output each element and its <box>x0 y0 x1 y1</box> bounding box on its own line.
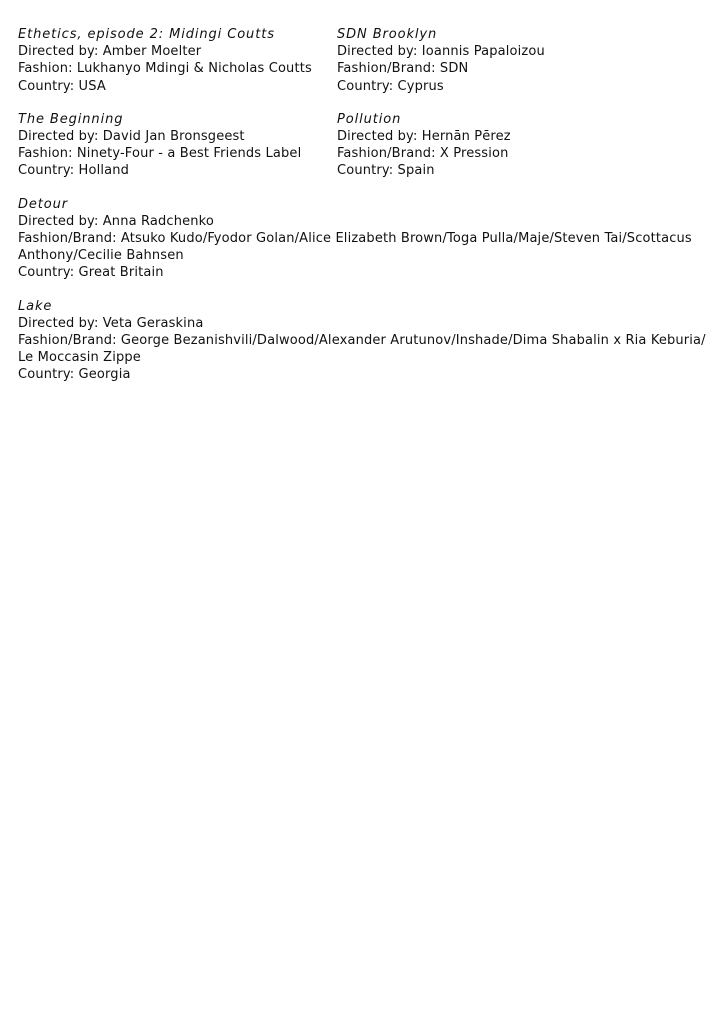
credits-row-1 <box>18 26 708 111</box>
credits-column-left <box>18 111 337 196</box>
film-title: Detour <box>18 196 69 212</box>
film-country: Country: Cyprus <box>337 78 444 94</box>
film-title: Ethetics, episode 2: Midingi Coutts <box>18 27 275 42</box>
film-country: Country: Holland <box>18 163 130 179</box>
credits-column-right <box>337 26 697 111</box>
film-director: Directed by: Hernān Pērez <box>337 129 511 145</box>
film-credits-page <box>18 26 708 400</box>
film-director: Directed by: Ioannis Papaloizou <box>337 44 545 60</box>
film-director: Directed by: Amber Moelter <box>18 44 202 60</box>
film-country: Country: USA <box>18 78 106 94</box>
film-country: Country: Georgia <box>18 367 131 383</box>
film-entry-the-beginning <box>18 111 337 180</box>
credits-row-2 <box>18 111 708 196</box>
film-entry-lake <box>18 298 708 384</box>
film-fashion: Fashion/Brand: SDN <box>337 61 469 77</box>
film-title: The Beginning <box>18 111 124 127</box>
film-country: Country: Spain <box>337 163 435 179</box>
film-fashion: Fashion/Brand: George Bezanishvili/Dalwood/Alexander Arutunov/Inshade/Dima Shabalin x Ria Keburia/ Le Moccasin Zippe <box>18 333 706 366</box>
film-entry-pollution <box>337 111 697 180</box>
credits-column-left <box>18 26 337 111</box>
film-fashion: Fashion: Ninety-Four - a Best Friends Label <box>18 146 302 162</box>
film-title: SDN Brooklyn <box>337 27 438 42</box>
film-country: Country: Great Britain <box>18 265 164 281</box>
film-fashion: Fashion/Brand: Atsuko Kudo/Fyodor Golan/Alice Elizabeth Brown/Toga Pulla/Maje/Steven Tai/Scottacus Anthony/Cecilie Bahnsen <box>18 231 692 264</box>
film-fashion: Fashion/Brand: X Pression <box>337 146 509 162</box>
film-entry-detour <box>18 196 708 282</box>
film-director: Directed by: Anna Radchenko <box>18 213 214 229</box>
film-title: Lake <box>18 298 53 314</box>
film-entry-sdn-brooklyn <box>337 26 697 95</box>
credits-column-right <box>337 111 697 196</box>
film-title: Pollution <box>337 111 402 127</box>
film-director: Directed by: David Jan Bronsgeest <box>18 129 245 145</box>
film-fashion: Fashion: Lukhanyo Mdingi & Nicholas Coutts <box>18 61 312 77</box>
film-director: Directed by: Veta Geraskina <box>18 315 204 331</box>
film-entry-ethetics <box>18 26 337 95</box>
